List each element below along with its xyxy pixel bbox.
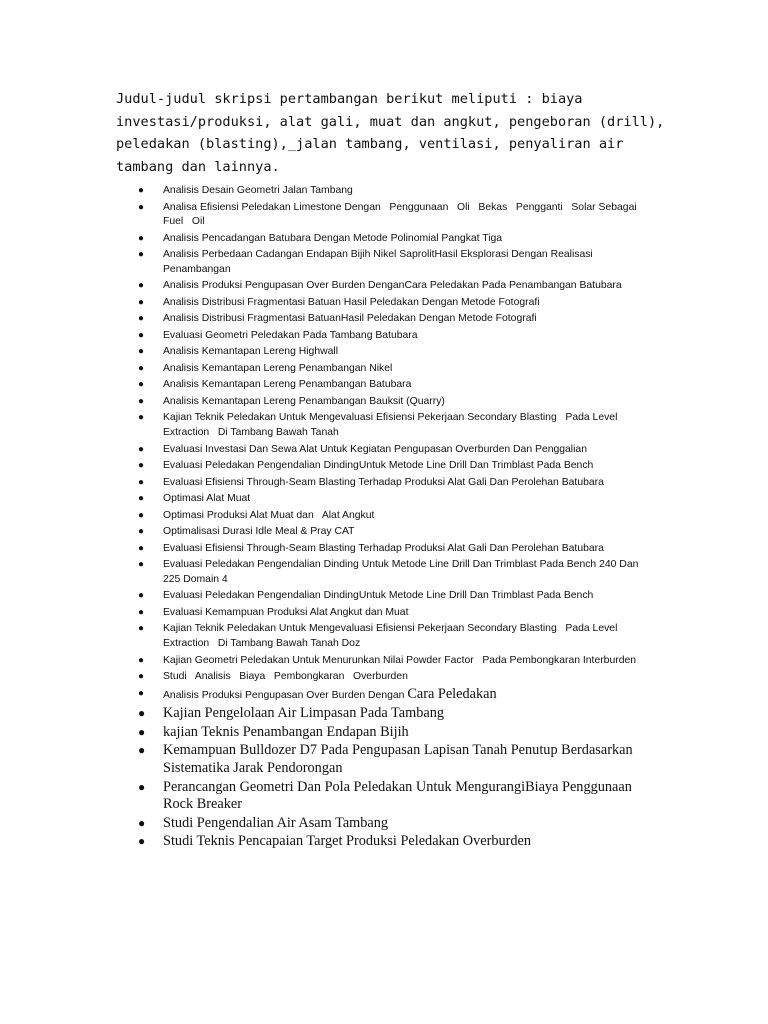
intro-paragraph: Judul-judul skripsi pertambangan berikut meliputi : biaya investasi/produksi, alat gali, muat dan angkut, pengeboran (drill), peledakan (blasting),_jalan tambang, ventilasi, penyaliran air tambang dan lainnya. — [116, 91, 673, 175]
topic-text: Studi Pengendalian Air Asam Tambang — [163, 814, 389, 831]
topic-list-item — [138, 279, 658, 294]
topic-text: Evaluasi Geometri Peledakan Pada Tambang Batubara — [163, 329, 418, 341]
topic-label — [163, 362, 658, 377]
topic-list-item — [138, 232, 658, 247]
bullet-icon: ● — [138, 687, 145, 699]
topic-list-item — [138, 184, 658, 199]
bullet-icon: ● — [138, 249, 145, 261]
topic-list-item — [138, 248, 658, 277]
topic-label — [163, 345, 658, 360]
topic-text: Evaluasi Efisiensi Through-Seam Blasting Terhadap Produksi Alat Gali Dan Perolehan Batubara — [163, 542, 604, 554]
bullet-icon: ● — [138, 379, 145, 391]
topic-label — [163, 459, 658, 474]
bullet-icon: ● — [138, 724, 146, 739]
topic-list-item — [138, 411, 658, 440]
topic-text: Analisis Kemantapan Lereng Highwall — [163, 346, 339, 358]
topic-text: Kajian Geometri Peledakan Untuk Menurunkan Nilai Powder Factor Pada Pembongkaran Interburden — [163, 654, 637, 666]
topic-label — [163, 411, 658, 440]
topic-label — [163, 705, 658, 723]
bullet-icon: ● — [138, 185, 145, 196]
topic-list-item — [138, 815, 658, 833]
topic-label — [163, 201, 658, 230]
bullet-icon: ● — [138, 280, 145, 292]
topic-text: Analisis Produksi Pengupasan Over Burden DenganCara Peledakan Pada Penambangan Batubara — [163, 280, 622, 292]
topic-list-item — [138, 525, 658, 540]
topic-text: Optimalisasi Durasi Idle Meal & Pray CAT — [163, 526, 355, 538]
topic-label — [163, 606, 658, 621]
bullet-icon: ● — [138, 559, 145, 571]
topic-list-item — [138, 724, 658, 742]
topic-label — [163, 378, 658, 393]
topic-label — [163, 232, 658, 247]
topic-label — [163, 687, 658, 704]
topic-label — [163, 589, 658, 604]
topic-label — [163, 395, 658, 410]
bullet-icon: ● — [138, 815, 146, 830]
topic-text: Kajian Teknik Peledakan Untuk Mengevaluasi Efisiensi Pekerjaan Secondary Blasting Pada Level Extraction Di Tambang Bawah Tanah Doz — [163, 623, 621, 650]
bullet-icon: ● — [138, 526, 145, 538]
bullet-icon: ● — [138, 395, 145, 407]
topic-label — [163, 184, 658, 199]
bullet-icon: ● — [138, 296, 145, 308]
bullet-icon: ● — [138, 706, 146, 721]
topic-list-item — [138, 395, 658, 410]
topic-label — [163, 476, 658, 491]
topic-list-item — [138, 345, 658, 360]
topic-text: Optimasi Produksi Alat Muat dan Alat Angkut — [163, 509, 375, 521]
topic-label — [163, 670, 658, 685]
bullet-icon: ● — [138, 590, 145, 602]
topic-text: Analisis Kemantapan Lereng Penambangan Batubara — [163, 379, 412, 391]
bullet-icon: ● — [138, 443, 145, 455]
topic-list-item — [138, 687, 658, 704]
topic-label — [163, 654, 658, 669]
topic-label — [163, 558, 658, 587]
topic-label — [163, 525, 658, 540]
topic-text: Studi Analisis Biaya Pembongkaran Overburden — [163, 671, 408, 683]
bullet-icon: ● — [138, 671, 145, 683]
topic-text: Evaluasi Peledakan Pengendalian DindingUntuk Metode Line Drill Dan Trimblast Pada Bench — [163, 460, 594, 472]
topic-list-item — [138, 622, 658, 651]
topic-label — [163, 542, 658, 557]
bullet-icon: ● — [138, 232, 145, 244]
bullet-icon: ● — [138, 412, 145, 424]
bullet-icon: ● — [138, 779, 146, 794]
bullet-icon: ● — [138, 743, 146, 758]
topic-text: Analisis Kemantapan Lereng Penambangan Bauksit (Quarry) — [163, 395, 445, 407]
bullet-icon: ● — [138, 654, 145, 666]
topic-list-item — [138, 833, 658, 851]
topic-list-item — [138, 558, 658, 587]
topic-text: Kajian Pengelolaan Air Limpasan Pada Tambang — [163, 705, 445, 722]
topic-label — [163, 296, 658, 311]
topic-list-item — [138, 542, 658, 557]
bullet-icon: ● — [138, 313, 145, 325]
topic-text: Analisa Efisiensi Peledakan Limestone Dengan Penggunaan Oli Bekas Pengganti Solar Sebagai Fuel Oil — [163, 201, 646, 228]
topic-label — [163, 779, 658, 814]
topic-label — [163, 312, 658, 327]
bullet-icon: ● — [138, 201, 145, 213]
bullet-icon: ● — [138, 606, 145, 618]
topic-text: Analisis Produksi Pengupasan Over Burden Dengan — [163, 689, 408, 701]
topic-label — [163, 622, 658, 651]
bullet-icon: ● — [138, 834, 146, 849]
bullet-icon: ● — [138, 476, 145, 488]
topic-list-item — [138, 654, 658, 669]
topic-label — [163, 742, 658, 777]
topic-list-item — [138, 779, 658, 814]
topic-text: Analisis Perbedaan Cadangan Endapan Bijih Nikel SaprolitHasil Eksplorasi Dengan Realisasi Penambangan — [163, 249, 596, 275]
topic-text: Optimasi Alat Muat — [163, 493, 251, 505]
topic-list-item — [138, 705, 658, 723]
topic-text: Evaluasi Investasi Dan Sewa Alat Untuk Kegiatan Pengupasan Overburden Dan Penggalian — [163, 443, 587, 455]
thesis-topic-list — [138, 184, 658, 852]
topic-label — [163, 509, 658, 524]
topic-text: Evaluasi Kemampuan Produksi Alat Angkut dan Muat — [163, 606, 409, 618]
topic-label — [163, 815, 658, 833]
topic-text: kajian Teknis Penambangan Endapan Bijih — [163, 723, 409, 740]
topic-list-item — [138, 509, 658, 524]
topic-text-tail: Cara Peledakan — [407, 685, 497, 702]
bullet-icon: ● — [138, 460, 145, 472]
bullet-icon: ● — [138, 346, 145, 358]
topic-text: Kemampuan Bulldozer D7 Pada Pengupasan Lapisan Tanah Penutup Berdasarkan Sistematika Jarak Pendorongan — [163, 742, 637, 776]
topic-list-item — [138, 742, 658, 777]
bullet-icon: ● — [138, 329, 145, 341]
topic-list-item — [138, 312, 658, 327]
topic-list-item — [138, 589, 658, 604]
topic-text: Evaluasi Peledakan Pengendalian DindingUntuk Metode Line Drill Dan Trimblast Pada Bench — [163, 590, 594, 602]
topic-text: Perancangan Geometri Dan Pola Peledakan Untuk MengurangiBiaya Penggunaan Rock Breaker — [163, 778, 636, 813]
topic-label — [163, 248, 658, 277]
topic-text: Analisis Kemantapan Lereng Penambangan Nikel — [163, 362, 393, 374]
topic-label — [163, 443, 658, 458]
topic-text: Evaluasi Efisiensi Through-Seam Blasting Terhadap Produksi Alat Gali Dan Perolehan Batubara — [163, 476, 604, 488]
topic-label — [163, 279, 658, 294]
topic-label — [163, 329, 658, 344]
topic-text: Analisis Distribusi Fragmentasi BatuanHasil Peledakan Dengan Metode Fotografi — [163, 313, 537, 325]
topic-text: Studi Teknis Pencapaian Target Produksi Peledakan Overburden — [163, 833, 532, 850]
topic-label — [163, 492, 658, 507]
topic-list-item — [138, 459, 658, 474]
bullet-icon: ● — [138, 542, 145, 554]
topic-text: Analisis Distribusi Fragmentasi Batuan Hasil Peledakan Dengan Metode Fotografi — [163, 296, 540, 308]
topic-text: Analisis Desain Geometri Jalan Tambang — [163, 185, 353, 196]
topic-list-item — [138, 362, 658, 377]
topic-text: Kajian Teknik Peledakan Untuk Mengevaluasi Efisiensi Pekerjaan Secondary Blasting Pada Level Extraction Di Tambang Bawah Tanah — [163, 412, 621, 439]
bullet-icon: ● — [138, 362, 145, 374]
topic-list-item — [138, 606, 658, 621]
topic-list-item — [138, 670, 658, 685]
topic-label — [163, 724, 658, 742]
topic-list-item — [138, 296, 658, 311]
topic-list-item — [138, 329, 658, 344]
topic-list-item — [138, 492, 658, 507]
topic-text: Analisis Pencadangan Batubara Dengan Metode Polinomial Pangkat Tiga — [163, 232, 503, 244]
topic-list-item — [138, 476, 658, 491]
topic-list-item — [138, 378, 658, 393]
bullet-icon: ● — [138, 493, 145, 505]
topic-text: Evaluasi Peledakan Pengendalian Dinding Untuk Metode Line Drill Dan Trimblast Pada Bench 240 Dan 225 Domain 4 — [163, 559, 642, 585]
topic-list-item — [138, 201, 658, 230]
bullet-icon: ● — [138, 623, 145, 635]
bullet-icon: ● — [138, 509, 145, 521]
topic-list-item — [138, 443, 658, 458]
topic-label — [163, 833, 658, 851]
